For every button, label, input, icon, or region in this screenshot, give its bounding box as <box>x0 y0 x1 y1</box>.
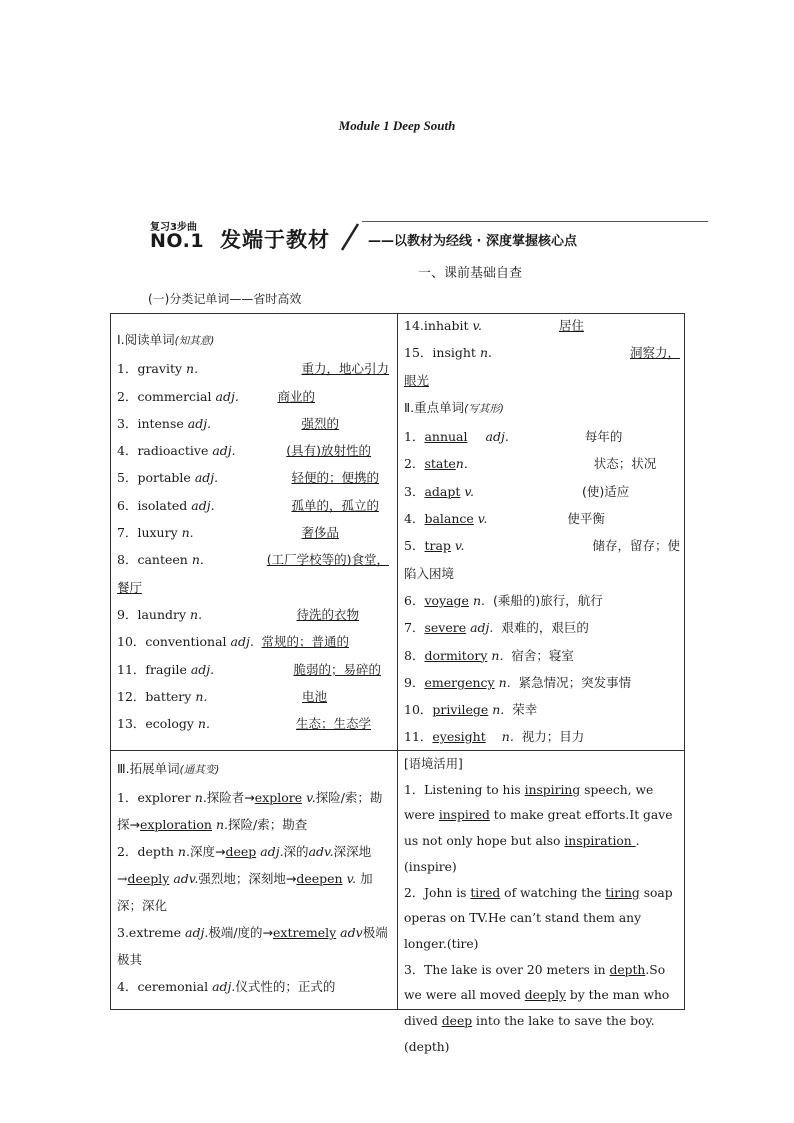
item-word: gravity <box>137 361 183 377</box>
text-run: 2．John is <box>404 885 471 900</box>
item-number: 7． <box>404 620 425 636</box>
item-word: canteen <box>137 552 188 568</box>
section-heading: 一、课前基础自查 <box>418 266 523 281</box>
item-pos: adj. <box>194 470 219 486</box>
list-item <box>117 838 389 919</box>
item-answer: deep <box>225 844 257 859</box>
item-answer: voyage <box>424 592 469 608</box>
item-answer: privilege <box>432 702 489 718</box>
banner-slash-icon <box>336 222 364 252</box>
list-item <box>117 492 389 519</box>
item-word: inhabit <box>423 318 469 333</box>
item-answer-continued: 眼光 <box>404 372 430 388</box>
item-pos: adv. <box>308 844 334 859</box>
reading-heading <box>117 326 389 355</box>
item-answer: deeply <box>127 871 170 886</box>
list-item <box>117 601 389 628</box>
item-meaning: 深深地 <box>333 844 372 859</box>
list-item <box>404 614 680 641</box>
item-meaning: 极端 <box>362 925 388 940</box>
item-answer: 轻便的；便携的 <box>291 470 379 486</box>
item-answer: 电池 <box>301 688 327 704</box>
item-answer: severe <box>424 620 467 636</box>
item-number: 9． <box>117 606 138 622</box>
item-meaning: 每年的 <box>584 429 623 445</box>
item-meaning: 探险/索； <box>315 790 370 805</box>
list-item <box>404 587 680 614</box>
item-word: portable <box>137 470 191 486</box>
banner-rule <box>362 221 708 222</box>
list-item <box>404 723 680 750</box>
item-number: 15． <box>404 345 433 361</box>
item-answer: deepen <box>296 871 343 886</box>
document-title: Module 1 Deep South <box>338 118 456 133</box>
text-run: by the man who dived <box>404 988 670 1029</box>
item-word: radioactive <box>137 443 209 459</box>
answer-blank: tired <box>470 885 501 900</box>
item-word: 4．ceremonial <box>117 979 209 994</box>
item-number: 6． <box>117 497 138 513</box>
text-run: soap operas on TV.He can’t stand them any longer.(tire) <box>404 885 673 951</box>
extension-heading <box>117 755 389 784</box>
item-number: 3． <box>404 483 425 499</box>
item-pos: n. <box>492 702 505 718</box>
item-continuation <box>404 367 680 394</box>
list-item <box>117 973 389 1000</box>
item-meaning: 储存，留存；使 <box>592 538 680 554</box>
list-item <box>117 546 389 573</box>
item-pos: n. <box>472 592 485 608</box>
item-word: luxury <box>137 525 178 541</box>
item-word: conventional <box>145 634 227 650</box>
item-number: 10． <box>404 702 433 718</box>
item-meaning: 荣幸 <box>512 702 538 718</box>
extension-heading-text: Ⅲ.拓展单词 <box>117 761 180 776</box>
item-answer: 脆弱的；易碎的 <box>293 661 381 677</box>
item-number: 6． <box>404 592 425 608</box>
item-answer: dormitory <box>424 647 488 663</box>
item-answer: exploration <box>139 817 212 832</box>
item-pos: n. <box>455 456 468 472</box>
context-paragraph <box>404 958 680 1061</box>
list-item <box>404 669 680 696</box>
item-pos: adj. <box>260 844 284 859</box>
vocabulary-table <box>110 313 685 1054</box>
list-item <box>404 505 680 532</box>
item-meaning: 加 <box>360 871 373 886</box>
item-meaning: 探险/索；勘查 <box>228 817 308 832</box>
list-item <box>404 696 680 723</box>
reading-words-cell <box>117 326 389 737</box>
item-answer: 重力，地心引力 <box>301 361 389 377</box>
item-word: intense <box>137 415 184 431</box>
item-pos: adj. <box>190 661 215 677</box>
item-number: 2． <box>404 456 425 472</box>
item-pos: n. <box>215 817 228 832</box>
item-continuation: 陷入困境 <box>404 565 455 581</box>
item-number: 1． <box>117 361 138 377</box>
list-item <box>117 383 389 410</box>
item-answer: 生态；生态学 <box>295 716 371 732</box>
answer-blank: inspiring <box>524 782 581 797</box>
item-word: fragile <box>145 661 187 677</box>
item-pos: adj. <box>230 634 254 650</box>
answer-blank: inspiration <box>564 834 636 849</box>
item-number: 11． <box>117 661 146 677</box>
list-item <box>117 437 389 464</box>
key-words-hint: (写其形) <box>464 402 504 415</box>
item-number: 3． <box>117 415 138 431</box>
list-item <box>117 519 389 546</box>
key-words-heading <box>404 394 680 423</box>
item-number: 11． <box>404 729 433 745</box>
item-meaning: 强烈地；深刻地→ <box>198 871 297 886</box>
key-words-heading-text: Ⅱ.重点单词 <box>404 399 465 415</box>
item-meaning: 深度→ <box>189 844 226 859</box>
text-run: 3．The lake is over 20 meters in <box>404 962 610 977</box>
text-run: into the lake to save the boy.(depth) <box>404 1014 655 1054</box>
item-pos: n. <box>194 790 207 805</box>
item-word: insight <box>432 345 476 361</box>
reading-heading-text: Ⅰ.阅读单词 <box>117 332 175 347</box>
item-number: 8． <box>404 647 425 663</box>
item-pos: adj. <box>485 429 509 445</box>
item-number: 4． <box>117 443 138 459</box>
text-run: speech, we were <box>404 782 654 823</box>
item-number: 14. <box>404 318 424 333</box>
text-run: of watching the <box>500 885 606 900</box>
item-word: laundry <box>137 606 187 622</box>
list-item <box>404 450 680 477</box>
item-pos: adj. <box>191 497 215 513</box>
item-meaning: (使)适应 <box>581 483 630 499</box>
list-item <box>117 464 389 491</box>
list-item <box>404 532 680 559</box>
item-pos: adv. <box>173 871 199 886</box>
item-answer: 奢侈品 <box>301 525 339 541</box>
item-word: ecology <box>145 716 194 732</box>
item-meaning: 使平衡 <box>567 511 605 527</box>
list-item <box>404 339 680 366</box>
extension-hint: (通其变) <box>179 764 220 776</box>
item-answer: trap <box>424 538 451 554</box>
item-pos: adj. <box>185 925 209 940</box>
context-paragraph <box>404 778 680 881</box>
list-item <box>117 683 389 710</box>
list-item <box>404 423 680 450</box>
item-pos: adj. <box>187 415 212 431</box>
answer-blank: inspired <box>438 808 490 823</box>
item-meaning: 状态；状况 <box>593 456 657 472</box>
item-pos: n. <box>177 844 190 859</box>
item-answer: (具有)放射性的 <box>286 443 371 459</box>
item-answer: emergency <box>424 674 495 690</box>
text-run: to make great efforts.It gave us not only hope but also <box>404 808 673 849</box>
banner-number: NO.1 <box>150 230 205 252</box>
item-pos: v. <box>464 483 474 499</box>
list-item <box>117 355 389 382</box>
item-meaning: 艰难的，艰巨的 <box>501 620 589 636</box>
column-divider <box>397 314 398 1009</box>
item-pos: n. <box>195 688 208 704</box>
item-pos: v. <box>477 511 488 527</box>
item-word: battery <box>145 688 192 704</box>
item-meaning: 探险者→ <box>206 790 255 805</box>
item-answer: state <box>424 456 456 472</box>
item-pos: adj. <box>212 443 236 459</box>
item-pos: n. <box>479 345 492 361</box>
item-pos: n. <box>197 716 210 732</box>
subsection-heading: (一)分类记单词——省时高效 <box>148 292 302 306</box>
text-run: 1．Listening to his <box>404 782 525 797</box>
item-answer: 孤单的，孤立的 <box>291 497 379 513</box>
banner-title: 发端于教材 <box>220 228 330 252</box>
item-pos: v. <box>472 318 483 333</box>
arrow: → <box>117 871 128 886</box>
answer-blank: deeply <box>524 988 566 1003</box>
item-meaning: 极其 <box>117 952 143 967</box>
item-number: 9． <box>404 674 425 690</box>
item-pos: n. <box>491 647 504 663</box>
item-meaning: 仪式性的；正式的 <box>235 979 336 994</box>
item-pos: adj. <box>470 620 494 636</box>
item-pos: n. <box>181 525 194 541</box>
item-pos: n. <box>191 552 204 568</box>
list-item <box>117 410 389 437</box>
context-usage-cell <box>404 752 680 1060</box>
item-number: 13． <box>117 716 146 732</box>
item-answer: (工厂学校等的)食堂， <box>266 552 389 568</box>
item-answer: adapt <box>424 483 461 499</box>
key-words-cell <box>404 312 680 751</box>
item-meaning: 紧急情况；突发事情 <box>518 674 632 690</box>
item-word: isolated <box>137 497 188 513</box>
list-item <box>117 628 389 655</box>
item-pos: v. <box>306 790 316 805</box>
item-answer: extremely <box>273 925 337 940</box>
item-answer: eyesight <box>432 729 486 745</box>
item-answer: 商业的 <box>277 388 315 404</box>
item-number: 7． <box>117 525 138 541</box>
item-word: 3.extreme <box>117 925 182 940</box>
item-pos: adj. <box>215 388 239 404</box>
banner-small-label: 复习3步曲 <box>150 222 197 233</box>
item-number: 12． <box>117 688 146 704</box>
list-item <box>117 656 389 683</box>
item-meaning: 深的 <box>283 844 309 859</box>
item-number: 5． <box>404 538 425 554</box>
item-meaning: 极端/度的→ <box>208 925 274 940</box>
item-answer: 居住 <box>558 318 584 333</box>
item-meaning: 深；深化 <box>117 898 168 913</box>
item-word: 1．explorer <box>117 790 191 805</box>
list-item <box>404 312 680 339</box>
item-meaning: 勘探→ <box>117 790 383 832</box>
item-pos: v. <box>346 871 357 886</box>
item-answer: 洞察力， <box>629 345 680 361</box>
item-answer: 待洗的衣物 <box>296 606 359 622</box>
item-word: commercial <box>137 388 212 404</box>
item-meaning: 视力；目力 <box>521 729 585 745</box>
item-pos: n. <box>498 674 511 690</box>
item-pos: n. <box>501 729 514 745</box>
item-number: 10． <box>117 634 146 650</box>
item-answer: 强烈的 <box>301 415 339 431</box>
item-answer: 常规的；普通的 <box>261 634 349 650</box>
context-heading: [语境活用] <box>404 757 463 771</box>
list-item <box>117 710 389 737</box>
item-word: 2．depth <box>117 844 174 859</box>
answer-blank: deep <box>441 1014 473 1029</box>
list-item <box>117 919 389 973</box>
answer-blank: depth <box>609 962 646 977</box>
item-meaning: (乘船的)旅行，航行 <box>492 592 603 608</box>
item-number: 2． <box>117 388 138 404</box>
banner-subtitle: ——以教材为经线 · 深度掌握核心点 <box>368 234 577 249</box>
item-answer: annual <box>424 429 468 445</box>
item-pos: n. <box>190 606 203 622</box>
item-answer: explore <box>254 790 303 805</box>
text-run: .So we were all moved <box>404 962 666 1003</box>
item-pos: adj. <box>212 979 236 994</box>
section-banner <box>150 218 710 250</box>
item-pos: n. <box>186 361 199 377</box>
item-answer-continued: 餐厅 <box>117 579 143 595</box>
item-number: 4． <box>404 511 425 527</box>
list-item <box>404 478 680 505</box>
item-continuation <box>117 574 389 601</box>
item-number: 1． <box>404 429 425 445</box>
item-answer: balance <box>424 511 474 527</box>
item-number: 8． <box>117 552 138 568</box>
item-meaning: 宿舍；寝室 <box>511 647 574 663</box>
extension-words-cell <box>117 755 389 1000</box>
item-pos: v. <box>454 538 465 554</box>
list-item <box>404 642 680 669</box>
list-item <box>117 784 389 838</box>
text-run: .(inspire) <box>404 834 640 874</box>
context-paragraph <box>404 881 680 958</box>
item-pos: adv <box>340 925 363 940</box>
reading-hint: (知其意) <box>174 335 215 347</box>
answer-blank: tiring <box>605 885 640 900</box>
item-number: 5． <box>117 470 138 486</box>
